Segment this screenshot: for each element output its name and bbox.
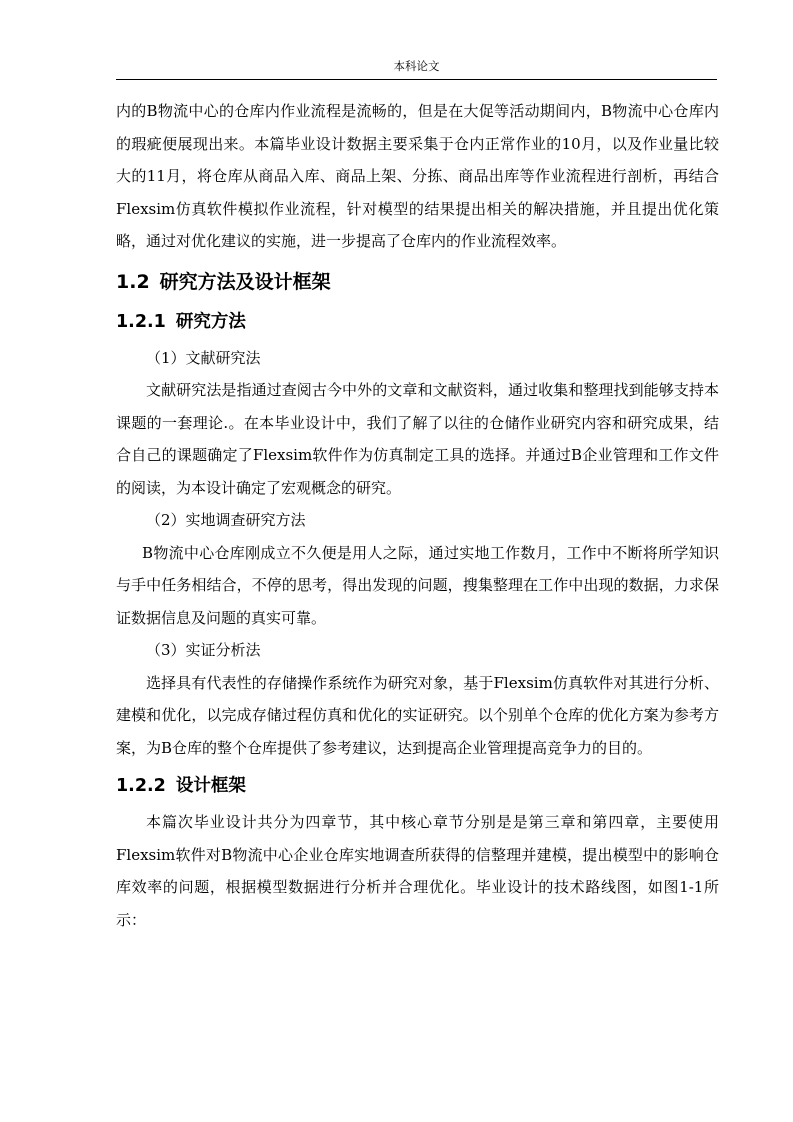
intro-paragraph: 内的B物流中心的仓库内作业流程是流畅的，但是在大促等活动期间内，B物流中心仓库内的瑕疵便展现出来。本篇毕业设计数据主要采集于仓内正常作业的10月，以及作业量比较大的11月，将仓库从商品入库、商品上架、分拣、商品出库等作业流程进行剖析，再结合Flexsim仿真软件模拟作业流程，针对模型的结果提出相关的解决措施，并且提出优化策略，通过对优化建议的实施，进一步提高了仓库内的作业流程效率。 [116,102,719,250]
design-framework-text: 本篇次毕业设计共分为四章节，其中核心章节分别是是第三章和第四章，主要使用Flexsim软件对B物流中心企业仓库实地调查所获得的信整理并建模，提出模型中的影响仓库效率的问题，根据模型数据进行分析并合理优化。毕业设计的技术路线图，如图1-1所示： [116,813,719,929]
page-content [116,95,719,936]
subsection-title: 设计框架 [175,776,246,796]
method-text-field-survey: B物流中心仓库刚成立不久便是用人之际，通过实地工作数月，工作中不断将所学知识与手中任务相结合，不停的思考，得出发现的问题，搜集整理在工作中出现的数据，力求保证数据信息及问题的真实可靠。 [116,543,719,627]
section-number: 1.2 [116,270,150,293]
method-label-literature: （1）文献研究法 [146,348,261,367]
subsection-number: 1.2.1 [116,311,166,332]
method-text-literature: 文献研究法是指通过查阅古今中外的文章和文献资料，通过收集和整理找到能够支持本课题的一套理论.。在本毕业设计中，我们了解了以往的仓储作业研究内容和研究成果，结合自己的课题确定了Flexsim软件作为仿真制定工具的选择。并通过B企业管理和工作文件的阅读，为本设计确定了宏观概念的研究。 [116,381,719,497]
subsection-heading-1-2-1 [116,304,719,340]
method-label-field-survey: （2）实地调查研究方法 [146,511,306,529]
section-title: 研究方法及设计框架 [159,270,331,293]
method-label-empirical: （3）实证分析法 [146,641,261,659]
section-heading-1-2 [116,264,719,300]
running-header: 本科论文 [116,58,717,80]
subsection-title: 研究方法 [175,311,246,332]
method-text-empirical: 选择具有代表性的存储操作系统作为研究对象，基于Flexsim仿真软件对其进行分析、建模和优化，以完成存储过程仿真和优化的实证研究。以个别单个仓库的优化方案为参考方案，为B仓库的整个仓库提供了参考建议，达到提高企业管理提高竞争力的目的。 [116,673,719,757]
subsection-number: 1.2.2 [116,776,166,796]
subsection-heading-1-2-2 [116,768,719,804]
